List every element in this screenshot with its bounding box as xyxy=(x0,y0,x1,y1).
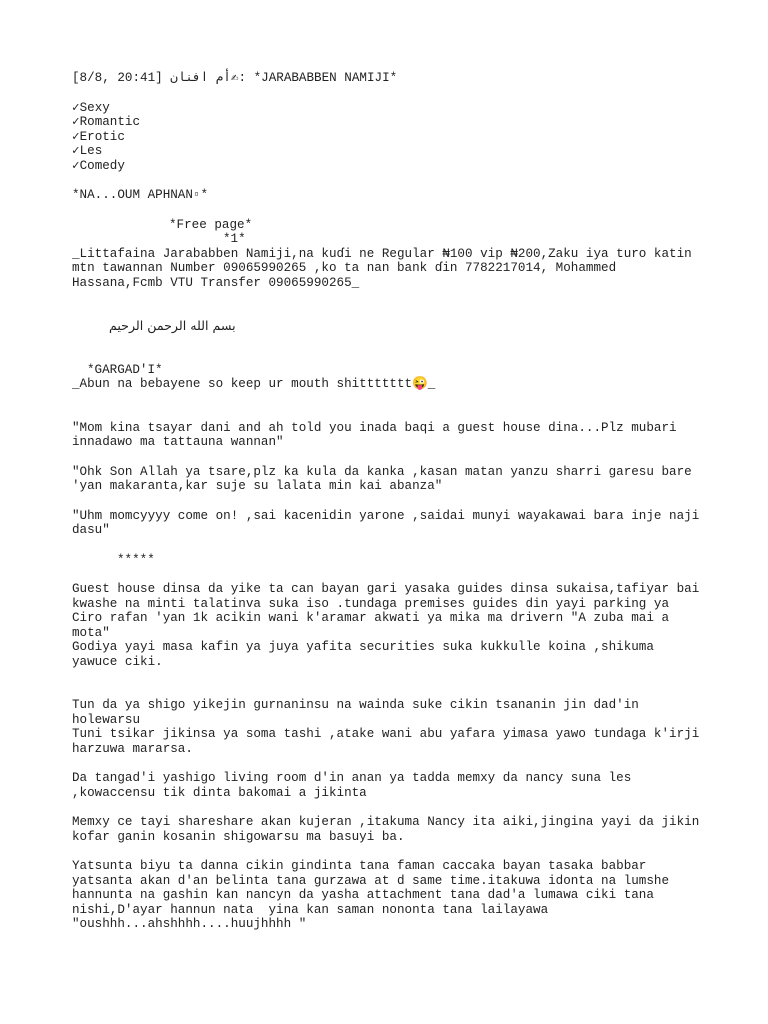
story-paragraph: Memxy ce tayi shareshare akan kujeran ,itakuma Nancy ita aiki,jingina yayi da jikin kofar ganin kosanin shigowarsu ma basuyi ba. xyxy=(72,815,707,844)
section-separator: ***** xyxy=(117,552,155,567)
warning-title: *GARGAD'I* xyxy=(87,362,163,377)
genre-item: ✓Les xyxy=(72,144,103,158)
spacer xyxy=(72,203,702,218)
spacer xyxy=(72,392,702,421)
spacer xyxy=(72,800,702,815)
spacer xyxy=(72,334,702,363)
spacer xyxy=(72,567,702,582)
document-page xyxy=(72,71,707,932)
spacer xyxy=(72,450,702,465)
dialogue-paragraph: "Mom kina tsayar dani and ah told you inada baqi a guest house dina...Plz mubari innadawo ma tattauna wannan" xyxy=(72,420,685,449)
warning-text: _Abun na bebayene so keep ur mouth shittttttt😜_ xyxy=(72,377,436,391)
genre-item: ✓Erotic xyxy=(72,129,125,144)
spacer xyxy=(72,844,702,859)
story-paragraph: Tuni tsikar jikinsa ya soma tashi ,atake wani abu yafara yimasa yawo tundaga k'irji harzuwa mararsa. xyxy=(72,727,707,756)
spacer xyxy=(72,756,702,771)
bismillah: بسم الله الرحمن الرحيم xyxy=(109,318,236,333)
story-paragraph: Guest house dinsa da yike ta can bayan gari yasaka guides dinsa sukaisa,tafiyar bai kwashe na minti talatinva suka iso .tundaga premises guides din yayi parking ya Ciro rafan 'yan 1k acikin wani k'aramar akwati ya mika ma drivern "A zuba mai a mota" xyxy=(72,582,707,640)
genre-item: ✓Romantic xyxy=(72,115,141,129)
dialogue-paragraph: "Uhm momcyyyy come on! ,sai kacenidin yarone ,saidai munyi wayakawai bara inje naji dasu" xyxy=(72,508,707,537)
page-number: *1* xyxy=(223,232,246,246)
price-notice: _Littafaina Jarababben Namiji,na kuɗi ne Regular ₦100 vip ₦200,Zaku iya turo katin mtn tawannan Number 09065990265 ,ko ta nan bank ɗin 7782217014, Mohammed Hassana,Fcmb VTU Transfer 09065990265_ xyxy=(72,246,700,290)
story-paragraph: "oushhh...ahshhhh....huujhhhh " xyxy=(72,917,307,931)
story-paragraph: Tun da ya shigo yikejin gurnaninsu na wainda suke cikin tsananin jin dad'in holewarsu xyxy=(72,698,647,727)
genre-item: ✓Sexy xyxy=(72,100,110,115)
spacer xyxy=(72,669,702,698)
genre-item: ✓Comedy xyxy=(72,158,125,173)
header-line: [8/8, 20:41] أم افنان✍: *JARABABBEN NAMIJI* xyxy=(72,71,398,85)
dialogue-paragraph: "Ohk Son Allah ya tsare,plz ka kula da kanka ,kasan matan yanzu sharri garesu bare 'yan makaranta,kar suje su lalata min kai abanza" xyxy=(72,464,700,493)
author-line: *NA...OUM APHNAN▫* xyxy=(72,188,209,202)
spacer xyxy=(72,290,702,319)
free-page-label: *Free page* xyxy=(169,217,253,232)
story-paragraph: Da tangad'i yashigo living room d'in anan ya tadda memxy da nancy suna les ,kowaccensu tik dinta bakomai a jikinta xyxy=(72,771,647,800)
spacer xyxy=(72,494,702,509)
genre-list xyxy=(72,101,702,174)
story-paragraph: Godiya yayi masa kafin ya juya yafita securities suka kukkulle koina ,shikuma yawuce ciki. xyxy=(72,640,662,669)
spacer xyxy=(72,538,702,553)
spacer xyxy=(72,173,702,188)
spacer xyxy=(72,86,702,101)
story-paragraph: Yatsunta biyu ta danna cikin gindinta tana faman caccaka bayan tasaka babbar yatsanta akan d'an belinta tana gurzawa at d same time.itakuwa idonta na lumshe hannunta na gashin kan nancyn da yasha attachment tana dad'a lumawa ciki tana nishi,D'ayar hannun nata yina kan saman nononta tana lailayawa xyxy=(72,859,677,917)
